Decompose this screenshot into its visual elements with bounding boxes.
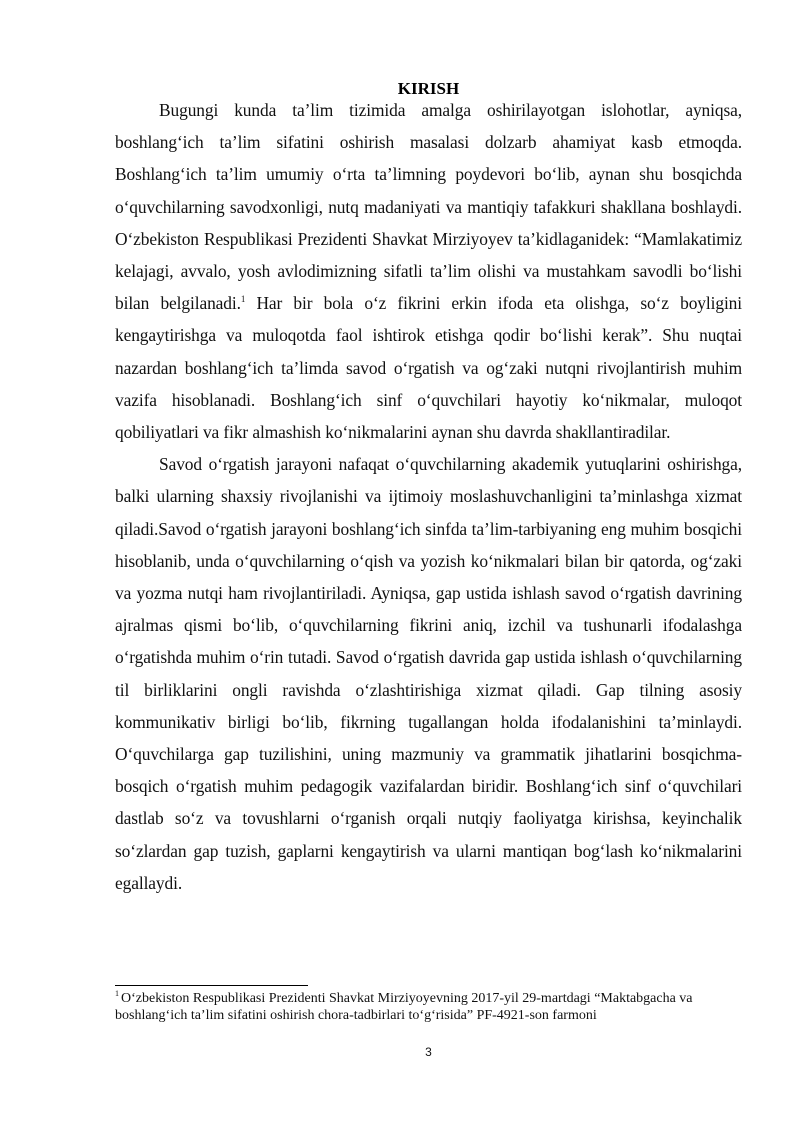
footnote-number: 1	[115, 989, 119, 999]
footnote-reference: 1	[240, 294, 246, 305]
section-title: KIRISH	[397, 79, 460, 98]
paragraph-1	[115, 94, 742, 448]
footnote	[115, 990, 742, 1024]
main-text	[115, 94, 742, 899]
footnote-separator	[115, 985, 308, 986]
footnote-text: O‘zbekiston Respublikasi Prezidenti Shavkat Mirziyoyevning 2017-yil 29-martdagi “Maktabgacha va boshlang‘ich ta’lim sifatini oshirish chora-tadbirlari to‘g‘risida” PF-4921-son farmoni	[115, 991, 693, 1023]
paragraph-2: Savod o‘rgatish jarayoni nafaqat o‘quvchilarning akademik yutuqlarini oshirishga, balki ularning shaxsiy rivojlanishi va ijtimoiy moslashuvchanligini ta’minlashga xizmat qiladi.Savod o‘rgatish jarayoni boshlang‘ich sinfda ta’lim-tarbiyaning eng muhim bosqichi hisoblanib, unda o‘quvchilarning o‘qish va yozish ko‘nikmalari bilan bir qatorda, og‘zaki va yozma nutqi ham rivojlantiriladi. Ayniqsa, gap ustida ishlash savod o‘rgatish davrining ajralmas qismi bo‘lib, o‘quvchilarning fikrini aniq, izchil va tushunarli ifodalashga o‘rgatishda muhim o‘rin tutadi. Savod o‘rgatish davrida gap ustida ishlash o‘quvchilarning til birliklarini ongli ravishda o‘zlashtirishiga xizmat qiladi. Gap tilning asosiy kommunikativ birligi bo‘lib, fikrning tugallangan holda ifodalanishini ta’minlaydi. O‘quvchilarga gap tuzilishini, uning mazmuniy va grammatik jihatlarini bosqichma-bosqich o‘rgatish muhim pedagogik vazifalardan biridir. Boshlang‘ich sinf o‘quvchilari dastlab so‘z va tovushlarni o‘rganish orqali nutqiy faoliyatga kirishsa, keyinchalik so‘zlardan gap tuzish, gaplarni kengaytirish va ularni mantiqan bog‘lash ko‘nikmalarini egallaydi.	[115, 454, 742, 893]
paragraph-1-text-part-2: Har bir bola o‘z fikrini erkin ifoda eta olishga, so‘z boyligini kengaytirishga va muloqotda faol ishtirok etishga qodir bo‘lishi kerak”. Shu nuqtai nazardan boshlang‘ich ta’limda savod o‘rgatish va og‘zaki nutqni rivojlantirish muhim vazifa hisoblanadi. Boshlang‘ich sinf o‘quvchilari hayotiy ko‘nikmalar, muloqot qobiliyatlari va fikr almashish ko‘nikmalarini aynan shu davrda shakllantiradilar.	[115, 293, 742, 443]
paragraph-1-text-part-1: Bugungi kunda ta’lim tizimida amalga oshirilayotgan islohotlar, ayniqsa, boshlang‘ich ta’lim sifatini oshirish masalasi dolzarb ahamiyat kasb etmoqda. Boshlang‘ich ta’lim umumiy o‘rta ta’limning poydevori bo‘lib, aynan shu bosqichda o‘quvchilarning savodxonligi, nutq madaniyati va mantiqiy tafakkuri shakllana boshlaydi. O‘zbekiston Respublikasi Prezidenti Shavkat Mirziyoyev ta’kidlaganidek: “Mamlakatimiz kelajagi, avvalo, yosh avlodimizning sifatli ta’lim olishi va mustahkam savodli bo‘lishi bilan belgilanadi.	[115, 100, 742, 314]
page-number: 3	[425, 1045, 432, 1059]
